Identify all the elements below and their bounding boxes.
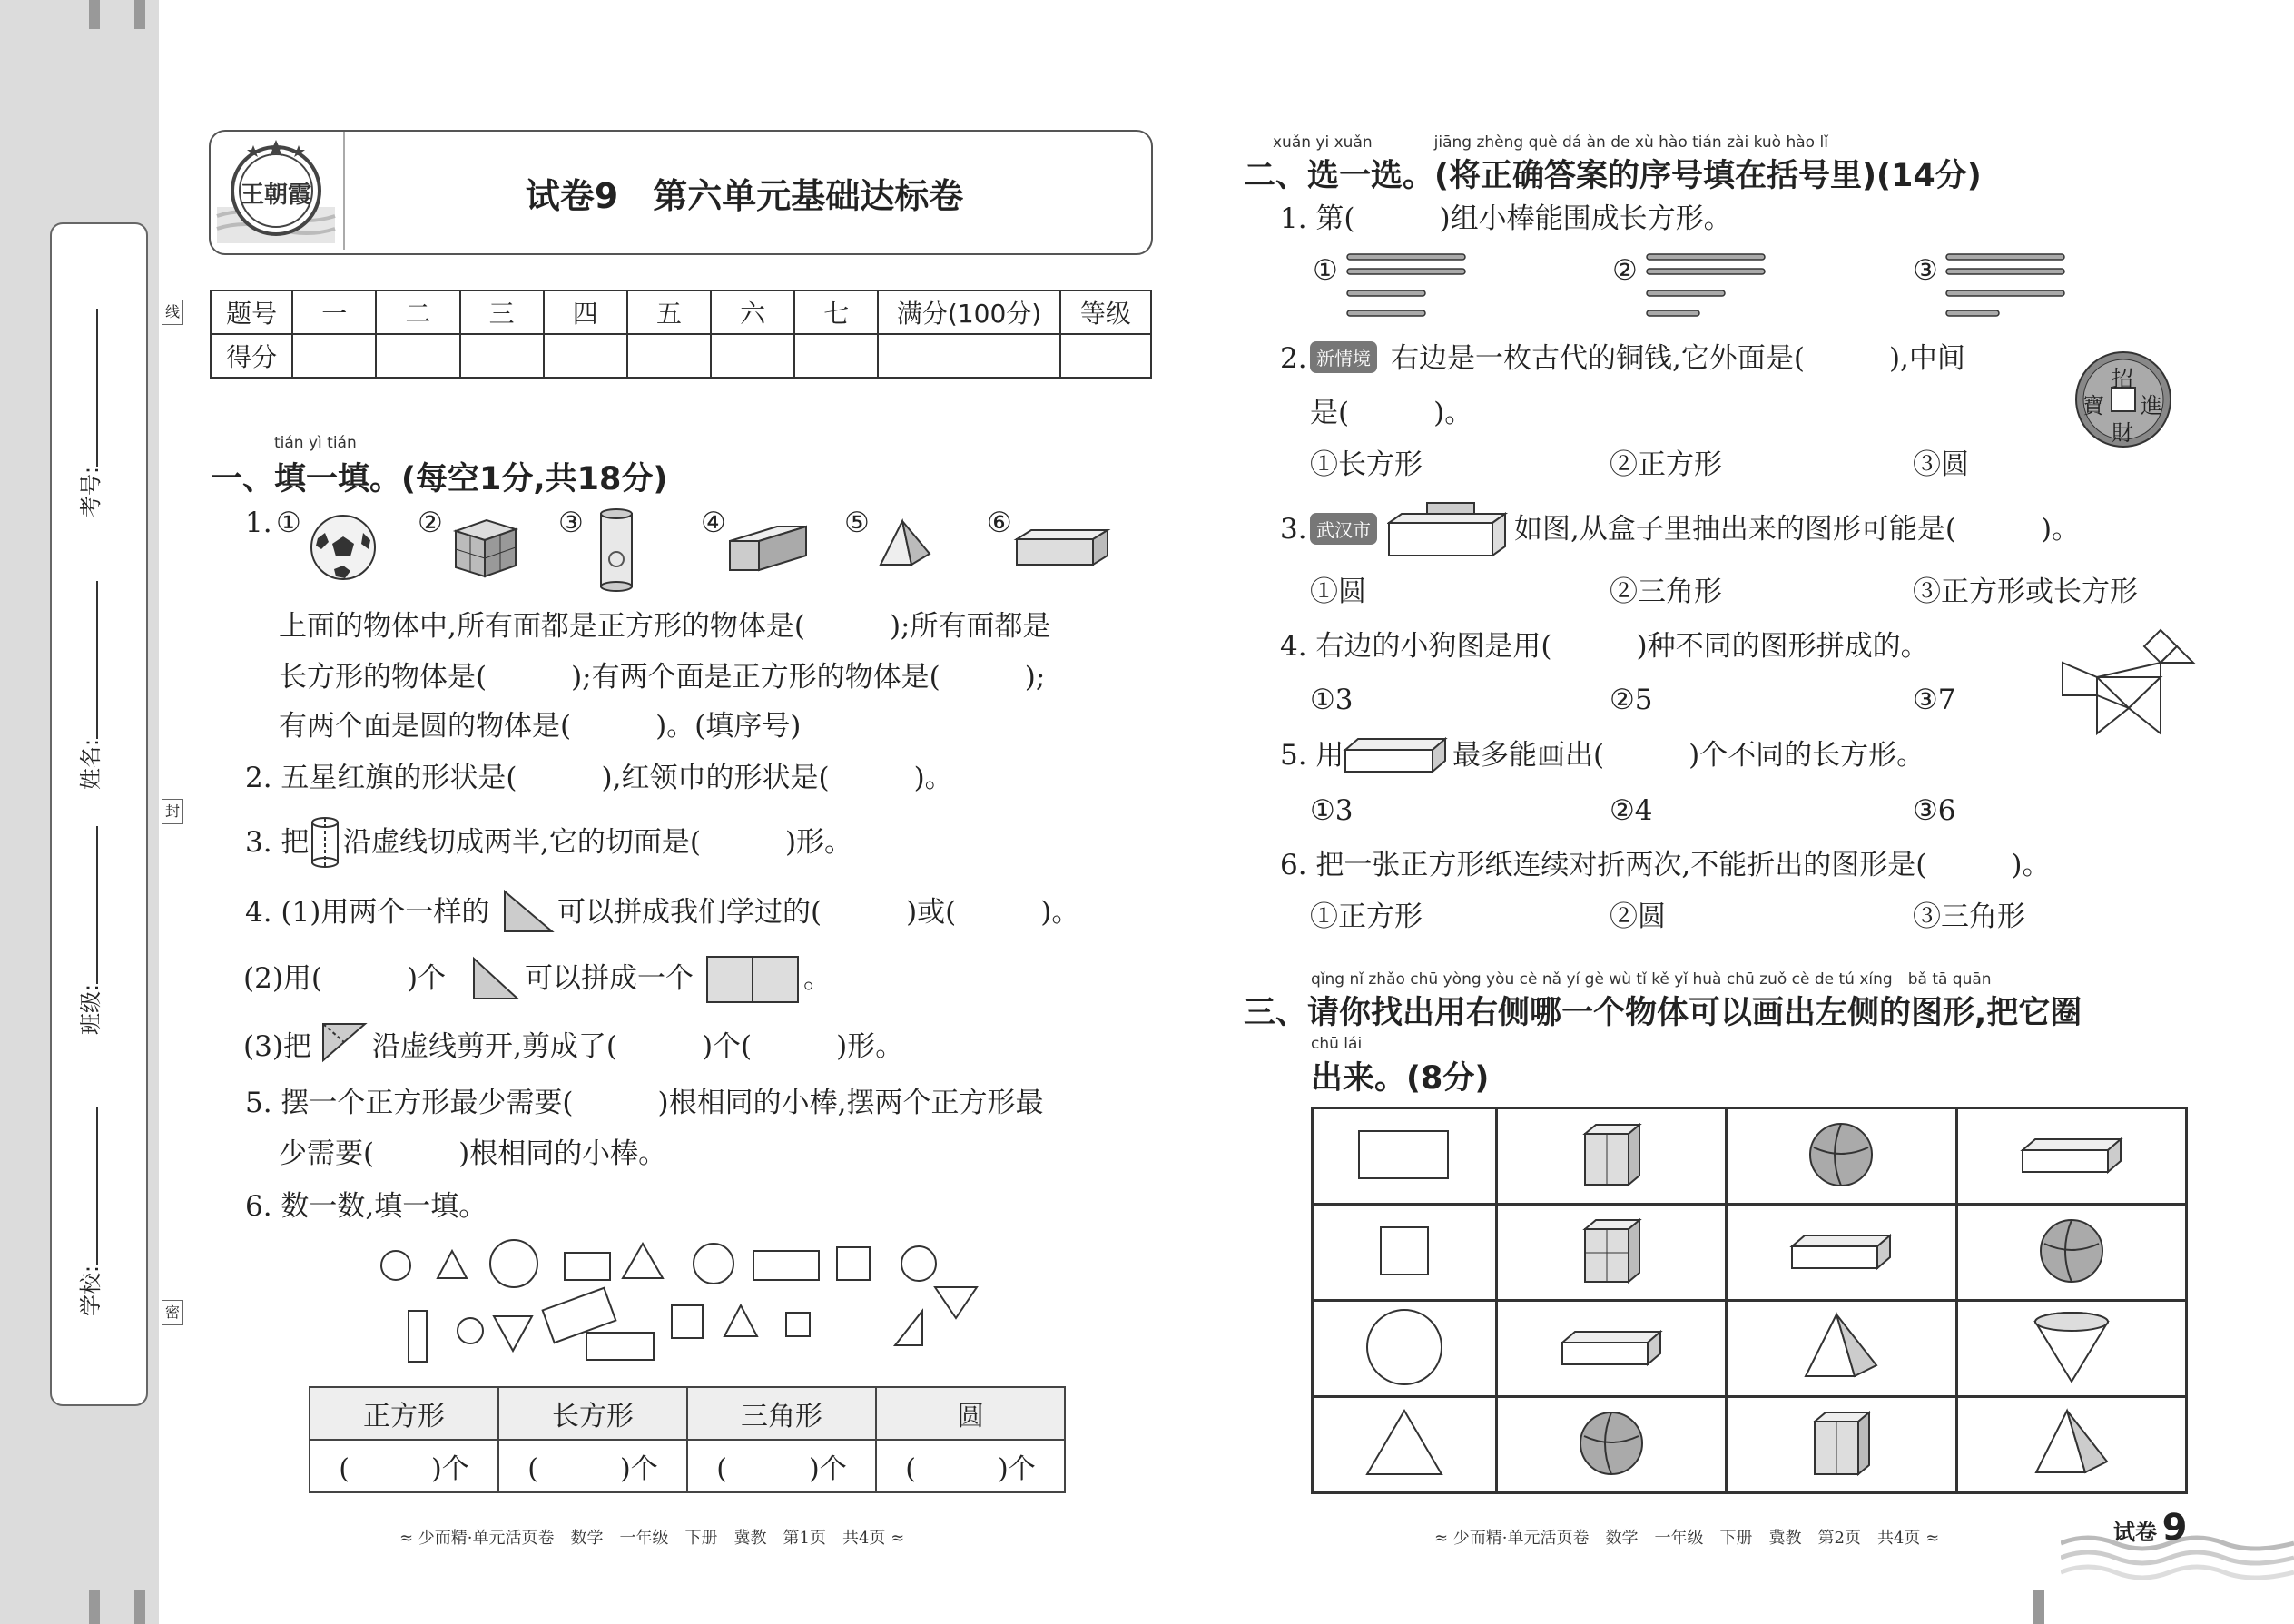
object-option-cell[interactable] <box>1727 1301 1956 1397</box>
field-label: 学校: <box>78 1265 103 1316</box>
right-triangle-icon <box>501 888 556 935</box>
s2-q2-num: 2. <box>1280 342 1307 375</box>
count-table <box>309 1386 1066 1493</box>
score-row-label: 得分 <box>211 334 292 378</box>
s1-q1-label: ⑤ <box>844 507 870 539</box>
exam-badge <box>2113 1507 2187 1549</box>
page-title: 试卷9 第六单元基础达标卷 <box>525 176 964 216</box>
shape-match-table <box>1311 1107 2188 1494</box>
score-header-row <box>211 290 1151 334</box>
box-with-card-icon <box>1387 499 1509 559</box>
score-header-cell: 五 <box>627 290 711 334</box>
seal-mark: 封 <box>162 799 183 824</box>
score-header-cell: 七 <box>794 290 878 334</box>
score-cell[interactable] <box>376 334 459 378</box>
ball-icon <box>1807 1120 1876 1189</box>
s1-q4-2a: (2)用( )个 <box>243 962 447 995</box>
score-cell[interactable] <box>460 334 544 378</box>
section2-pinyin: xuǎn yi xuǎn jiāng zhèng què dá àn de xù hào tián zài kuò hào lǐ <box>1273 133 1828 152</box>
object-option-cell[interactable] <box>1497 1301 1727 1397</box>
section3-pinyin: qǐng nǐ zhǎo chū yòng yòu cè nǎ yí gè wù tǐ kě yǐ huà chū zuǒ cè de tú xíng bǎ tā quān <box>1311 970 1992 989</box>
s1-q4-3b: 沿虚线剪开,剪成了( )个( )形。 <box>372 1030 904 1063</box>
object-option-cell[interactable] <box>1497 1108 1727 1205</box>
match-row <box>1313 1108 2187 1205</box>
s2-q6: 6. 把一张正方形纸连续对折两次,不能折出的图形是( )。 <box>1280 849 2051 881</box>
s1-q6: 6. 数一数,填一填。 <box>245 1190 487 1223</box>
triangular-prism-icon <box>2031 1407 2112 1480</box>
count-header-row <box>310 1387 1065 1440</box>
ball-icon <box>1577 1409 1646 1478</box>
s2-q2-opt: ①长方形 <box>1310 448 1423 481</box>
s1-q4-b: 可以拼成我们学过的( )或( )。 <box>557 896 1080 929</box>
triangular-prism-icon <box>875 517 935 570</box>
logo-text: 王朝霞 <box>240 182 311 209</box>
s2-q1-opt: ③ <box>1913 254 1938 287</box>
object-option-cell[interactable] <box>1727 1205 1956 1301</box>
target-shape-cell <box>1313 1301 1497 1397</box>
cuboid-icon <box>2019 1134 2124 1176</box>
s2-q6-opt: ③三角形 <box>1913 901 2025 933</box>
cone-icon <box>2031 1309 2112 1385</box>
sticks-group-1 <box>1344 251 1471 321</box>
s1-q2: 2. 五星红旗的形状是( ),红领巾的形状是( )。 <box>245 762 953 794</box>
s2-q6-opt: ②圆 <box>1610 901 1666 933</box>
score-cell[interactable] <box>794 334 878 378</box>
score-cell[interactable] <box>292 334 376 378</box>
object-option-cell[interactable] <box>1497 1397 1727 1493</box>
field-kaohao[interactable] <box>73 309 127 517</box>
s1-q1-line: 长方形的物体是( );有两个面是正方形的物体是( ); <box>279 661 1046 694</box>
s1-q5-line: 5. 摆一个正方形最少需要( )根相同的小棒,摆两个正方形最 <box>245 1087 1044 1119</box>
s1-q1-label: ② <box>418 507 443 539</box>
triangular-prism-icon <box>1800 1311 1882 1383</box>
triangle-shape <box>1364 1407 1445 1480</box>
score-header-cell: 三 <box>460 290 544 334</box>
match-row <box>1313 1301 2187 1397</box>
section1-title: 一、填一填。(每空1分,共18分) <box>211 461 668 497</box>
flat-box-icon <box>1013 527 1111 568</box>
cuboid-icon <box>1788 1230 1894 1272</box>
sticks-group-3 <box>1943 251 2070 321</box>
score-cell[interactable] <box>1060 334 1151 378</box>
tangram-dog-icon <box>2061 626 2197 737</box>
s2-q4: 4. 右边的小狗图是用( )种不同的图形拼成的。 <box>1280 630 1929 663</box>
shapes-figure <box>372 1235 989 1371</box>
field-name[interactable] <box>73 581 127 790</box>
score-header-cell: 二 <box>376 290 459 334</box>
s2-q1-opt: ① <box>1313 254 1338 287</box>
section3-title-line1: 三、请你找出用右侧哪一个物体可以画出左侧的图形,把它圈 <box>1244 995 2082 1031</box>
s2-q2-opt: ②正方形 <box>1610 448 1722 481</box>
s2-q2-b: 是( )。 <box>1310 397 1473 429</box>
s2-q5-opt: ①3 <box>1310 794 1354 827</box>
s1-q4-a: 4. (1)用两个一样的 <box>245 896 490 929</box>
s2-q5-b: 最多能画出( )个不同的长方形。 <box>1452 739 1925 772</box>
score-table <box>210 290 1152 379</box>
sticks-group-2 <box>1643 251 1770 321</box>
coin-char: 進 <box>2141 393 2162 418</box>
coin-char: 財 <box>2112 420 2133 446</box>
s1-q1-label: ③ <box>558 507 584 539</box>
triangle-cut-icon <box>320 1020 369 1064</box>
count-answer-cell[interactable]: ( )个 <box>310 1440 498 1492</box>
s2-q4-opt: ②5 <box>1610 684 1653 716</box>
coin-char: 寶 <box>2082 393 2104 418</box>
object-option-cell[interactable] <box>1956 1397 2186 1493</box>
count-answer-cell[interactable]: ( )个 <box>498 1440 687 1492</box>
box-icon <box>726 519 810 574</box>
s1-q1-label: ① <box>276 507 301 539</box>
s2-q2-tag: 新情境 <box>1310 341 1377 373</box>
s2-q3-text: 如图,从盒子里抽出来的图形可能是( )。 <box>1514 513 2081 546</box>
field-label: 考号: <box>78 466 103 517</box>
seal-mark: 密 <box>162 1300 183 1325</box>
s2-q5-opt: ③6 <box>1913 794 1956 827</box>
s2-q3-opt: ①圆 <box>1310 576 1366 608</box>
s1-q1-line: 有两个面是圆的物体是( )。(填序号) <box>279 710 802 743</box>
section1-pinyin: tián yì tián <box>274 434 357 452</box>
s1-q1-num: 1. <box>245 507 272 539</box>
circle-shape <box>1364 1306 1445 1388</box>
coin-char: 招 <box>2112 366 2133 391</box>
count-header-cell: 长方形 <box>498 1387 687 1440</box>
object-option-cell[interactable] <box>1956 1301 2186 1397</box>
count-answer-cell[interactable]: ( )个 <box>687 1440 876 1492</box>
target-shape-cell <box>1313 1205 1497 1301</box>
binding-mark <box>134 0 145 29</box>
object-option-cell[interactable] <box>1956 1205 2186 1301</box>
score-header-cell: 等级 <box>1060 290 1151 334</box>
score-header-cell: 题号 <box>211 290 292 334</box>
s2-q2-opt: ③圆 <box>1913 448 1969 481</box>
binding-mark <box>2033 1590 2044 1624</box>
count-header-cell: 圆 <box>876 1387 1065 1440</box>
rectangle-shape <box>1357 1127 1452 1182</box>
footer-left: ≈ 少而精·单元活页卷 数学 一年级 下册 冀教 第1页 共4页 ≈ <box>399 1529 905 1548</box>
s2-q1: 1. 第( )组小棒能围成长方形。 <box>1280 202 1732 235</box>
score-cell[interactable] <box>544 334 627 378</box>
object-option-cell[interactable] <box>1727 1108 1956 1205</box>
field-label: 班级: <box>78 983 103 1035</box>
score-row <box>211 334 1151 378</box>
s1-q4-3a: (3)把 <box>243 1030 311 1063</box>
footer-right: ≈ 少而精·单元活页卷 数学 一年级 下册 冀教 第2页 共4页 ≈ <box>1434 1529 1940 1548</box>
badge-number: 9 <box>2161 1507 2188 1549</box>
target-shape-cell <box>1313 1397 1497 1493</box>
s2-q3-opt: ②三角形 <box>1610 576 1722 608</box>
s1-q1-label: ⑥ <box>987 507 1012 539</box>
binding-mark <box>89 1590 100 1624</box>
section2-title: 二、选一选。(将正确答案的序号填在括号里)(14分) <box>1244 158 1982 194</box>
field-school[interactable] <box>73 1107 127 1316</box>
seal-mark: 线 <box>162 300 183 325</box>
s1-q4-2c: 。 <box>803 962 832 995</box>
soccer-ball-icon <box>309 513 378 582</box>
s1-q4-2b: 可以拼成一个 <box>525 962 694 995</box>
count-header-cell: 三角形 <box>687 1387 876 1440</box>
cube-icon <box>1809 1409 1873 1478</box>
score-header-cell: 满分(100分) <box>878 290 1059 334</box>
cube-icon <box>1580 1121 1643 1188</box>
ball-icon <box>2037 1216 2106 1285</box>
count-answer-row <box>310 1440 1065 1492</box>
s2-q5-a: 5. 用 <box>1280 739 1344 772</box>
s1-q1-label: ④ <box>701 507 726 539</box>
square-shape <box>1377 1224 1432 1278</box>
match-row <box>1313 1397 2187 1493</box>
s2-q1-opt: ② <box>1612 254 1638 287</box>
count-answer-cell[interactable]: ( )个 <box>876 1440 1065 1492</box>
target-shape-cell <box>1313 1108 1497 1205</box>
s2-q2-a: 右边是一枚古代的铜钱,它外面是( ),中间 <box>1391 342 1965 375</box>
section3-pinyin2: chū lái <box>1311 1035 1363 1053</box>
s2-q5-opt: ②4 <box>1610 794 1653 827</box>
cuboid-icon <box>1559 1326 1664 1368</box>
match-row <box>1313 1205 2187 1301</box>
object-option-cell[interactable] <box>1497 1205 1727 1301</box>
can-icon <box>594 507 639 592</box>
score-cell[interactable] <box>627 334 711 378</box>
cuboid-icon <box>1342 733 1449 775</box>
s2-q4-opt: ①3 <box>1310 684 1354 716</box>
s1-q1-line: 上面的物体中,所有面都是正方形的物体是( );所有面都是 <box>279 610 1051 643</box>
s2-q6-opt: ①正方形 <box>1310 901 1423 933</box>
s2-q3-opt: ③正方形或长方形 <box>1913 576 2138 608</box>
object-option-cell[interactable] <box>1956 1108 2186 1205</box>
binding-mark <box>89 0 100 29</box>
field-class[interactable] <box>73 826 127 1035</box>
rectangle-icon <box>705 955 800 1004</box>
coin-icon <box>2073 349 2173 449</box>
binding-mark <box>134 1590 145 1624</box>
score-cell[interactable] <box>878 334 1059 378</box>
cylinder-icon <box>309 815 341 870</box>
score-cell[interactable] <box>711 334 794 378</box>
cube-icon <box>450 513 519 580</box>
s2-q3-tag: 武汉市 <box>1310 513 1377 545</box>
field-label: 姓名: <box>78 738 103 790</box>
s2-q3-num: 3. <box>1280 513 1307 546</box>
s1-q5-line: 少需要( )根相同的小棒。 <box>279 1137 667 1170</box>
score-header-cell: 六 <box>711 290 794 334</box>
badge-label: 试卷 <box>2113 1520 2157 1545</box>
count-header-cell: 正方形 <box>310 1387 498 1440</box>
score-header-cell: 四 <box>544 290 627 334</box>
right-triangle-icon <box>470 955 521 1002</box>
s2-q4-opt: ③7 <box>1913 684 1956 716</box>
s1-q3-a: 3. 把 <box>245 826 310 859</box>
s1-q3-b: 沿虚线切成两半,它的切面是( )形。 <box>343 826 853 859</box>
header-logo <box>212 134 340 249</box>
score-header-cell: 一 <box>292 290 376 334</box>
object-option-cell[interactable] <box>1727 1397 1956 1493</box>
section3-title-line2: 出来。(8分) <box>1311 1060 1490 1097</box>
cube-icon <box>1580 1216 1643 1285</box>
